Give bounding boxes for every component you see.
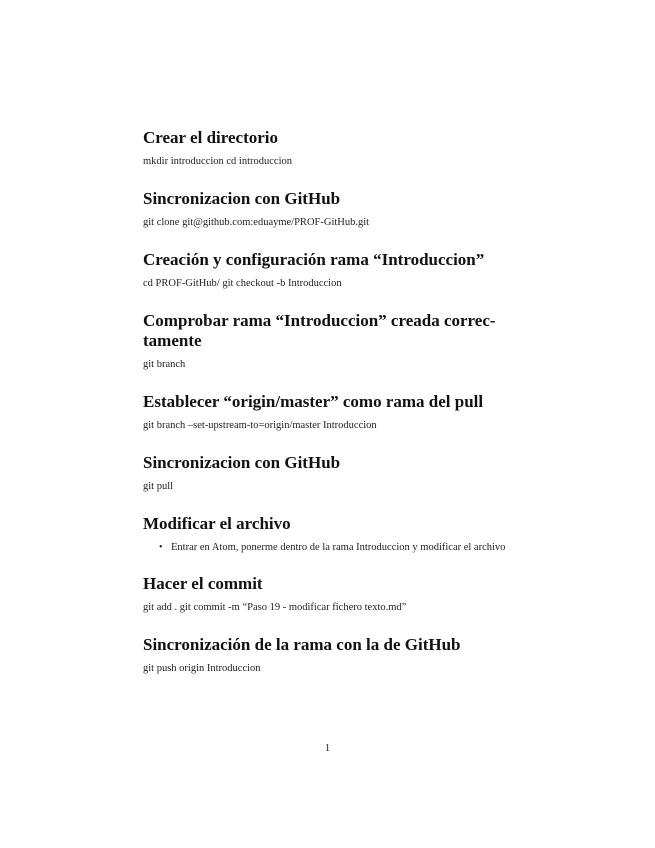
section-sincronizacion-github [143, 189, 515, 230]
section-heading: Creación y configuración rama “Introduccion” [143, 250, 485, 269]
document-page [143, 128, 515, 676]
section-sincronizacion-rama [143, 635, 515, 676]
section-heading: Sincronizacion con GitHub [143, 189, 341, 208]
section-command: cd PROF-GitHub/ git checkout -b Introduccion [143, 278, 342, 289]
section-hacer-commit [143, 574, 515, 615]
section-command: git add . git commit -m “Paso 19 - modificar fichero texto.md” [143, 602, 407, 613]
section-command: git pull [143, 481, 174, 492]
section-heading: Sincronizacion con GitHub [143, 453, 341, 472]
list-item-text: Entrar en Atom, ponerme dentro de la rama Introduccion y modificar el archivo [171, 542, 506, 553]
section-comprobar-rama [143, 311, 515, 372]
section-command: git branch [143, 359, 186, 370]
section-command: mkdir introduccion cd introduccion [143, 156, 293, 167]
section-command: git branch –set-upstream-to=origin/master Introduccion [143, 420, 377, 431]
section-heading: Sincronización de la rama con la de GitHub [143, 635, 461, 654]
page-number: 1 [324, 742, 331, 754]
bullet-icon: • [159, 542, 163, 553]
bullet-list [143, 541, 515, 554]
section-heading-line2: tamente [143, 331, 202, 350]
section-establecer-origin [143, 392, 515, 433]
section-creacion-rama [143, 250, 515, 291]
section-heading: Hacer el commit [143, 574, 263, 593]
section-heading: Modificar el archivo [143, 514, 291, 533]
section-heading: Establecer “origin/master” como rama del pull [143, 392, 484, 411]
section-heading-line1: Comprobar rama “Introduccion” creada correc- [143, 311, 496, 330]
section-crear-directorio [143, 128, 515, 169]
section-command: git clone git@github.com:eduayme/PROF-GitHub.git [143, 217, 370, 228]
section-heading [143, 311, 515, 351]
list-item [159, 541, 515, 554]
section-heading: Crear el directorio [143, 128, 279, 147]
section-modificar-archivo [143, 514, 515, 554]
section-command: git push origin Introduccion [143, 663, 261, 674]
section-sincronizacion-pull [143, 453, 515, 494]
